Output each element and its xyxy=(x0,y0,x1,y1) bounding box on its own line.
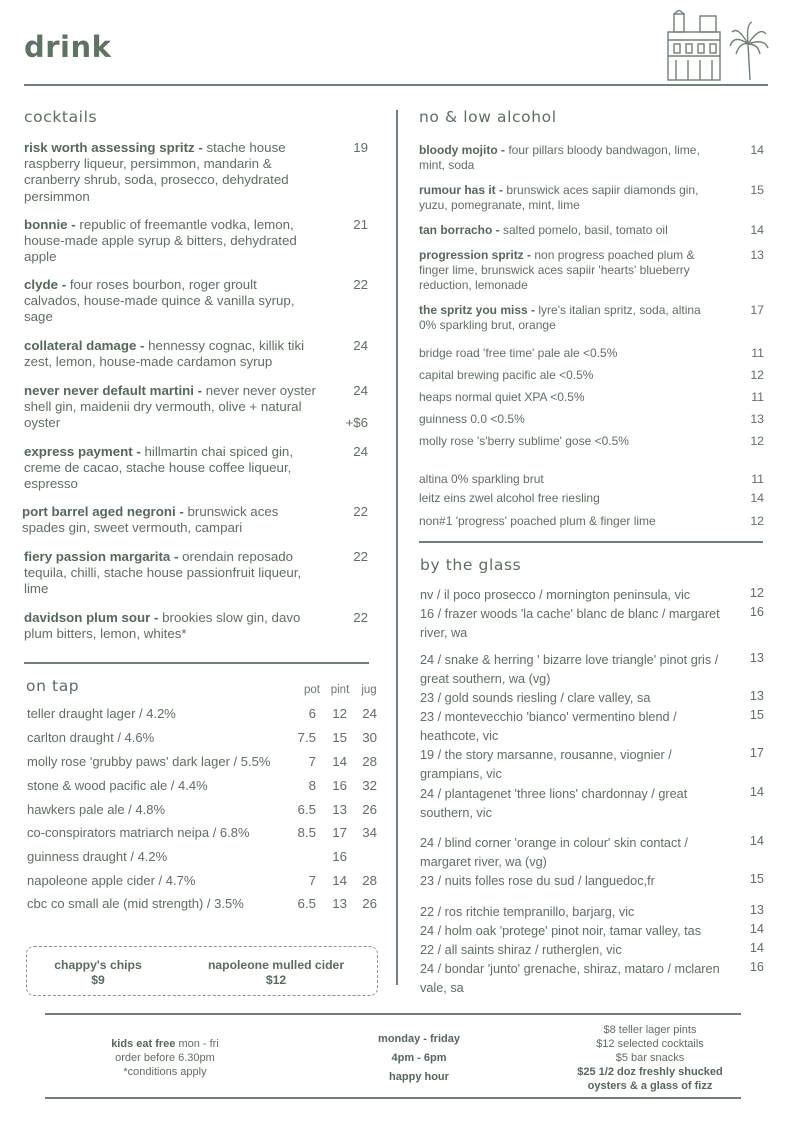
wine-item: 23 / nuits folles rose du sud / languedoc,fr xyxy=(420,874,655,888)
tap-pot-price: 7 xyxy=(308,754,316,769)
wine-item: nv / il poco prosecco / mornington peninsula, vic xyxy=(420,588,691,602)
no-low-item: the spritz you miss - lyre's italian spritz, soda, altina 0% sparkling brut, orange xyxy=(419,303,701,332)
cocktail-price: 19 xyxy=(353,140,368,155)
wine-item: 24 / plantagenet 'three lions' chardonnay / great southern, vic xyxy=(420,787,688,820)
column-header-pint: pint xyxy=(330,684,350,696)
cocktail-price: 22 xyxy=(353,504,368,519)
column-header-pot: pot xyxy=(304,684,320,696)
cocktails-divider xyxy=(24,662,369,664)
wine-item: 24 / snake & herring ' bizarre love triangle' pinot gris / great southern, wa (vg) xyxy=(420,653,719,686)
tap-pot-price: 6.5 xyxy=(297,802,316,817)
cocktail-item: bonnie - republic of freemantle vodka, lemon, house-made apple syrup & bitters, dehydrated apple xyxy=(24,217,297,265)
no-low-price: 14 xyxy=(750,491,764,505)
wine-price: 16 xyxy=(749,605,764,619)
kids-eat-free-note: kids eat free mon - fri order before 6.30pm *conditions apply xyxy=(111,1038,219,1078)
tap-pint-price: 14 xyxy=(332,754,347,769)
cocktail-item: davidson plum sour - brookies slow gin, davo plum bitters, lemon, whites* xyxy=(24,610,301,642)
venue-logo-icon xyxy=(664,10,772,82)
footer-bottom-divider xyxy=(45,1097,741,1099)
tap-beer-name: guinness draught / 4.2% xyxy=(27,849,168,864)
tap-jug-price: 34 xyxy=(362,825,377,840)
no-low-price: 14 xyxy=(750,223,764,237)
tap-pint-price: 16 xyxy=(332,849,347,864)
wine-price: 12 xyxy=(749,586,764,600)
cocktail-price: 22 xyxy=(353,610,368,625)
no-low-price: 11 xyxy=(751,472,764,486)
wine-price: 15 xyxy=(749,872,764,886)
tap-pint-price: 16 xyxy=(332,778,347,793)
wine-item: 22 / all saints shiraz / rutherglen, vic xyxy=(420,943,622,957)
wine-price: 17 xyxy=(749,746,764,760)
wine-item: 24 / bondar 'junto' grenache, shiraz, mataro / mclaren vale, sa xyxy=(420,962,720,995)
section-heading-no-low: no & low alcohol xyxy=(419,108,557,126)
cocktail-item: port barrel aged negroni - brunswick aces spades gin, sweet vermouth, campari xyxy=(22,504,279,536)
cocktail-extra-price: +$6 xyxy=(345,415,368,430)
tap-pot-price: 6 xyxy=(308,706,316,721)
tap-beer-name: cbc co small ale (mid strength) / 3.5% xyxy=(27,896,244,911)
wine-item: 22 / ros ritchie tempranillo, barjarg, vic xyxy=(420,905,635,919)
section-heading-cocktails: cocktails xyxy=(24,108,98,126)
wine-item: 16 / frazer woods 'la cache' blanc de blanc / margaret river, wa xyxy=(420,607,720,640)
tap-beer-name: teller draught lager / 4.2% xyxy=(27,706,176,721)
cocktail-price: 22 xyxy=(353,549,368,564)
wine-price: 15 xyxy=(749,708,764,722)
special-chips: chappy's chips $9 xyxy=(54,958,142,987)
column-divider xyxy=(396,110,398,985)
cocktail-item: express payment - hillmartin chai spiced gin, creme de cacao, stache house coffee liqueur, espresso xyxy=(24,444,294,492)
tap-pot-price: 7 xyxy=(308,873,316,888)
no-low-item: bloody mojito - four pillars bloody bandwagon, lime, mint, soda xyxy=(419,143,700,172)
tap-beer-name: carlton draught / 4.6% xyxy=(27,730,155,745)
no-low-item: progression spritz - non progress poached plum & finger lime, brunswick aces sapiir 'hearts' blueberry reduction, lemonade xyxy=(419,248,695,292)
cocktail-item: fiery passion margarita - orendain reposado tequila, chilli, stache house passionfruit liqueur, lime xyxy=(24,549,302,597)
tap-pint-price: 12 xyxy=(332,706,347,721)
wine-item: 24 / holm oak 'protege' pinot noir, tamar valley, tas xyxy=(420,924,702,938)
wine-price: 13 xyxy=(749,651,764,665)
no-low-price: 12 xyxy=(750,368,764,382)
tap-pint-price: 15 xyxy=(332,730,347,745)
cocktail-price: 24 xyxy=(353,338,368,353)
cocktail-item: clyde - four roses bourbon, roger groult calvados, house-made quince & vanilla syrup, sage xyxy=(24,277,295,325)
no-low-wine: non#1 'progress' poached plum & finger lime xyxy=(419,514,656,528)
cocktail-item: collateral damage - hennessy cognac, killik tiki zest, lemon, house-made cardamon syrup xyxy=(24,338,305,370)
no-low-price: 11 xyxy=(751,390,764,404)
tap-pot-price: 8 xyxy=(308,778,316,793)
title-divider xyxy=(24,84,768,86)
tap-beer-name: co-conspirators matriarch neipa / 6.8% xyxy=(27,825,250,840)
no-low-price: 13 xyxy=(750,248,764,262)
column-header-jug: jug xyxy=(361,684,377,696)
page-title: drink xyxy=(24,30,112,64)
cocktail-price: 22 xyxy=(353,277,368,292)
section-heading-by-the-glass: by the glass xyxy=(420,556,522,574)
wine-price: 13 xyxy=(749,689,764,703)
tap-pint-price: 17 xyxy=(332,825,347,840)
tap-beer-name: hawkers pale ale / 4.8% xyxy=(27,802,166,817)
no-low-price: 13 xyxy=(750,412,764,426)
footer-top-divider xyxy=(45,1013,741,1015)
tap-pint-price: 13 xyxy=(332,896,347,911)
cocktail-item: never never default martini - never never oyster shell gin, maidenii dry vermouth, olive + natural oyster xyxy=(24,383,316,431)
tap-jug-price: 28 xyxy=(362,754,377,769)
tap-pot-price: 7.5 xyxy=(297,730,316,745)
no-low-item: rumour has it - brunswick aces sapiir diamonds gin, yuzu, pomegranate, mint, lime xyxy=(419,183,699,212)
wine-price: 14 xyxy=(749,922,764,936)
no-low-beer: guinness 0.0 <0.5% xyxy=(419,412,525,426)
tap-beer-name: stone & wood pacific ale / 4.4% xyxy=(27,778,208,793)
no-low-price: 12 xyxy=(750,434,764,448)
wine-price: 14 xyxy=(749,785,764,799)
no-low-price: 15 xyxy=(750,183,764,197)
tap-pint-price: 13 xyxy=(332,802,347,817)
no-low-beer: heaps normal quiet XPA <0.5% xyxy=(419,390,585,404)
tap-beer-name: molly rose 'grubby paws' dark lager / 5.5% xyxy=(27,754,271,769)
cocktail-item: risk worth assessing spritz - stache house raspberry liqueur, persimmon, mandarin & cranberry shrub, soda, prosecco, dehydrated persimmon xyxy=(24,140,289,204)
cocktail-price: 21 xyxy=(353,217,368,232)
tap-pot-price: 6.5 xyxy=(297,896,316,911)
wine-price: 13 xyxy=(749,903,764,917)
tap-pot-price: 8.5 xyxy=(297,825,316,840)
no-low-beer: molly rose 's'berry sublime' gose <0.5% xyxy=(419,434,629,448)
tap-jug-price: 26 xyxy=(362,896,377,911)
wine-item: 19 / the story marsanne, rousanne, viognier / grampians, vic xyxy=(420,748,672,781)
no-low-price: 11 xyxy=(751,346,764,360)
cocktail-price: 24 xyxy=(353,383,368,398)
tap-jug-price: 32 xyxy=(362,778,377,793)
tap-jug-price: 24 xyxy=(362,706,377,721)
tap-pint-price: 14 xyxy=(332,873,347,888)
wine-price: 14 xyxy=(749,834,764,848)
no-low-price: 12 xyxy=(750,514,764,528)
no-low-divider xyxy=(419,541,763,543)
no-low-price: 17 xyxy=(750,303,764,317)
happy-hour-deals: $8 teller lager pints $12 selected cocktails $5 bar snacks $25 1/2 doz freshly shucked oysters & a glass of fizz xyxy=(577,1024,723,1092)
no-low-wine: altina 0% sparkling brut xyxy=(419,472,544,486)
tap-jug-price: 30 xyxy=(362,730,377,745)
special-mulled-cider: napoleone mulled cider $12 xyxy=(207,958,345,987)
wine-item: 24 / blind corner 'orange in colour' skin contact / margaret river, wa (vg) xyxy=(420,836,688,869)
tap-jug-price: 26 xyxy=(362,802,377,817)
section-heading-on-tap: on tap xyxy=(26,677,80,695)
no-low-price: 14 xyxy=(750,143,764,157)
wine-price: 16 xyxy=(749,960,764,974)
no-low-item: tan borracho - salted pomelo, basil, tomato oil xyxy=(419,223,668,237)
tap-jug-price: 28 xyxy=(362,873,377,888)
no-low-beer: bridge road 'free time' pale ale <0.5% xyxy=(419,346,618,360)
wine-item: 23 / montevecchio 'bianco' vermentino blend / heathcote, vic xyxy=(420,710,677,743)
wine-price: 14 xyxy=(749,941,764,955)
no-low-wine: leitz eins zwel alcohol free riesling xyxy=(419,491,600,505)
happy-hour-note: monday - friday 4pm - 6pm happy hour xyxy=(378,1033,460,1083)
wine-item: 23 / gold sounds riesling / clare valley, sa xyxy=(420,691,651,705)
cocktail-price: 24 xyxy=(353,444,368,459)
no-low-beer: capital brewing pacific ale <0.5% xyxy=(419,368,594,382)
tap-beer-name: napoleone apple cider / 4.7% xyxy=(27,873,196,888)
